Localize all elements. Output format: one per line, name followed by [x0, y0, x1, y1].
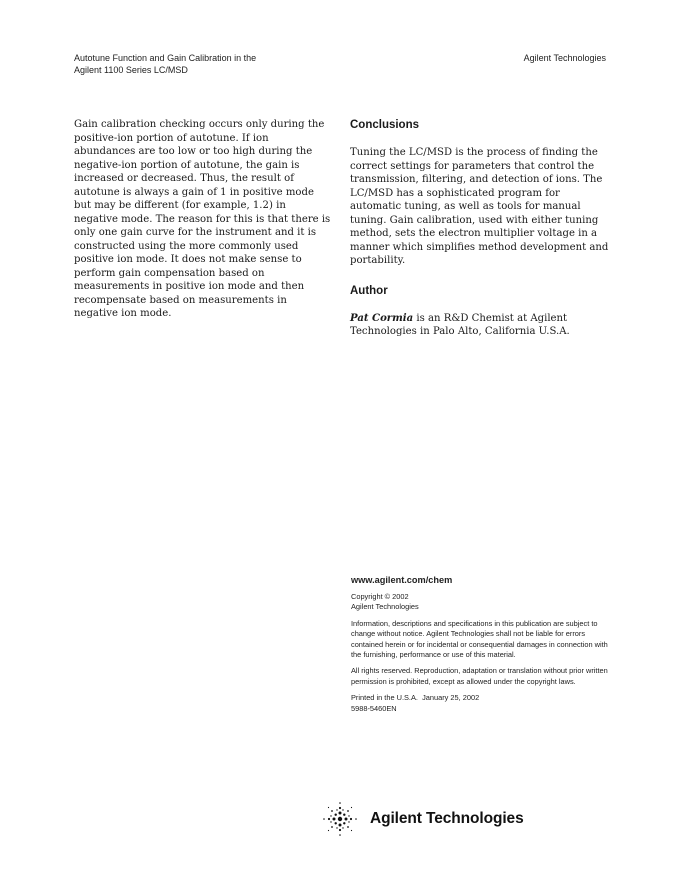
copyright [351, 592, 613, 613]
right-column [350, 118, 612, 355]
logo-wordmark: Agilent Technologies [370, 810, 524, 827]
agilent-spark-icon [320, 799, 360, 839]
conclusions-heading: Conclusions [350, 119, 420, 131]
publication-number: 5988-5460EN [351, 703, 397, 713]
copyright-line1: Copyright © 2002 [351, 592, 409, 601]
author-bio: is an R&D Chemist at Agilent Technologies in Palo Alto, California U.S.A. [350, 312, 570, 337]
header-document-title [74, 52, 334, 76]
header-company: Agilent Technologies [523, 53, 606, 63]
author-heading: Author [350, 284, 388, 297]
author-name: Pat Cormia [350, 312, 414, 324]
printed-date: Printed in the U.S.A. January 25, 2002 [351, 693, 480, 703]
footer-block [351, 574, 613, 720]
gain-calibration-paragraph: Gain calibration checking occurs only during the positive-ion portion of autotune. If ion abundances are too low or too high during the negative-ion portion of autotune, the gain is increased or decreased. Thus, the result of autotune is always a gain of 1 in positive mode but may be different (for example, 1.2) in negative mode. The reason for this is that there is only one gain curve for the instrument and it is constructed using the more commonly used positive ion mode. It does not make sense to perform gain compensation based on measurements in positive ion mode and then recompensate based on measurements in negative ion mode. [74, 119, 331, 319]
rights-notice: All rights reserved. Reproduction, adaptation or translation without prior written permission is prohibited, except as allowed under the copyright laws. [351, 666, 608, 686]
disclaimer: Information, descriptions and specifications in this publication are subject to change without notice. Agilent Technologies shall not be liable for errors contained herein or for incidental or consequential damages in connection with the furnishing, performance or use of this material. [351, 618, 608, 660]
left-column [74, 118, 332, 321]
conclusions-paragraph: Tuning the LC/MSD is the process of finding the correct settings for parameters that control the transmission, filtering, and detection of ions. The LC/MSD has a sophisticated program for automatic tuning, as well as tools for manual tuning. Gain calibration, used with either tuning method, sets the electron multiplier voltage in a manner which simplifies method development and portability. [350, 147, 609, 266]
header-title-line1: Autotune Function and Gain Calibration in the [74, 53, 257, 63]
print-info [351, 693, 613, 714]
header-title-line2: Agilent 1100 Series LC/MSD [74, 65, 188, 75]
agilent-logo [320, 799, 524, 839]
website-url: www.agilent.com/chem [351, 575, 453, 585]
author-paragraph [350, 312, 612, 339]
copyright-line2: Agilent Technologies [351, 602, 419, 612]
